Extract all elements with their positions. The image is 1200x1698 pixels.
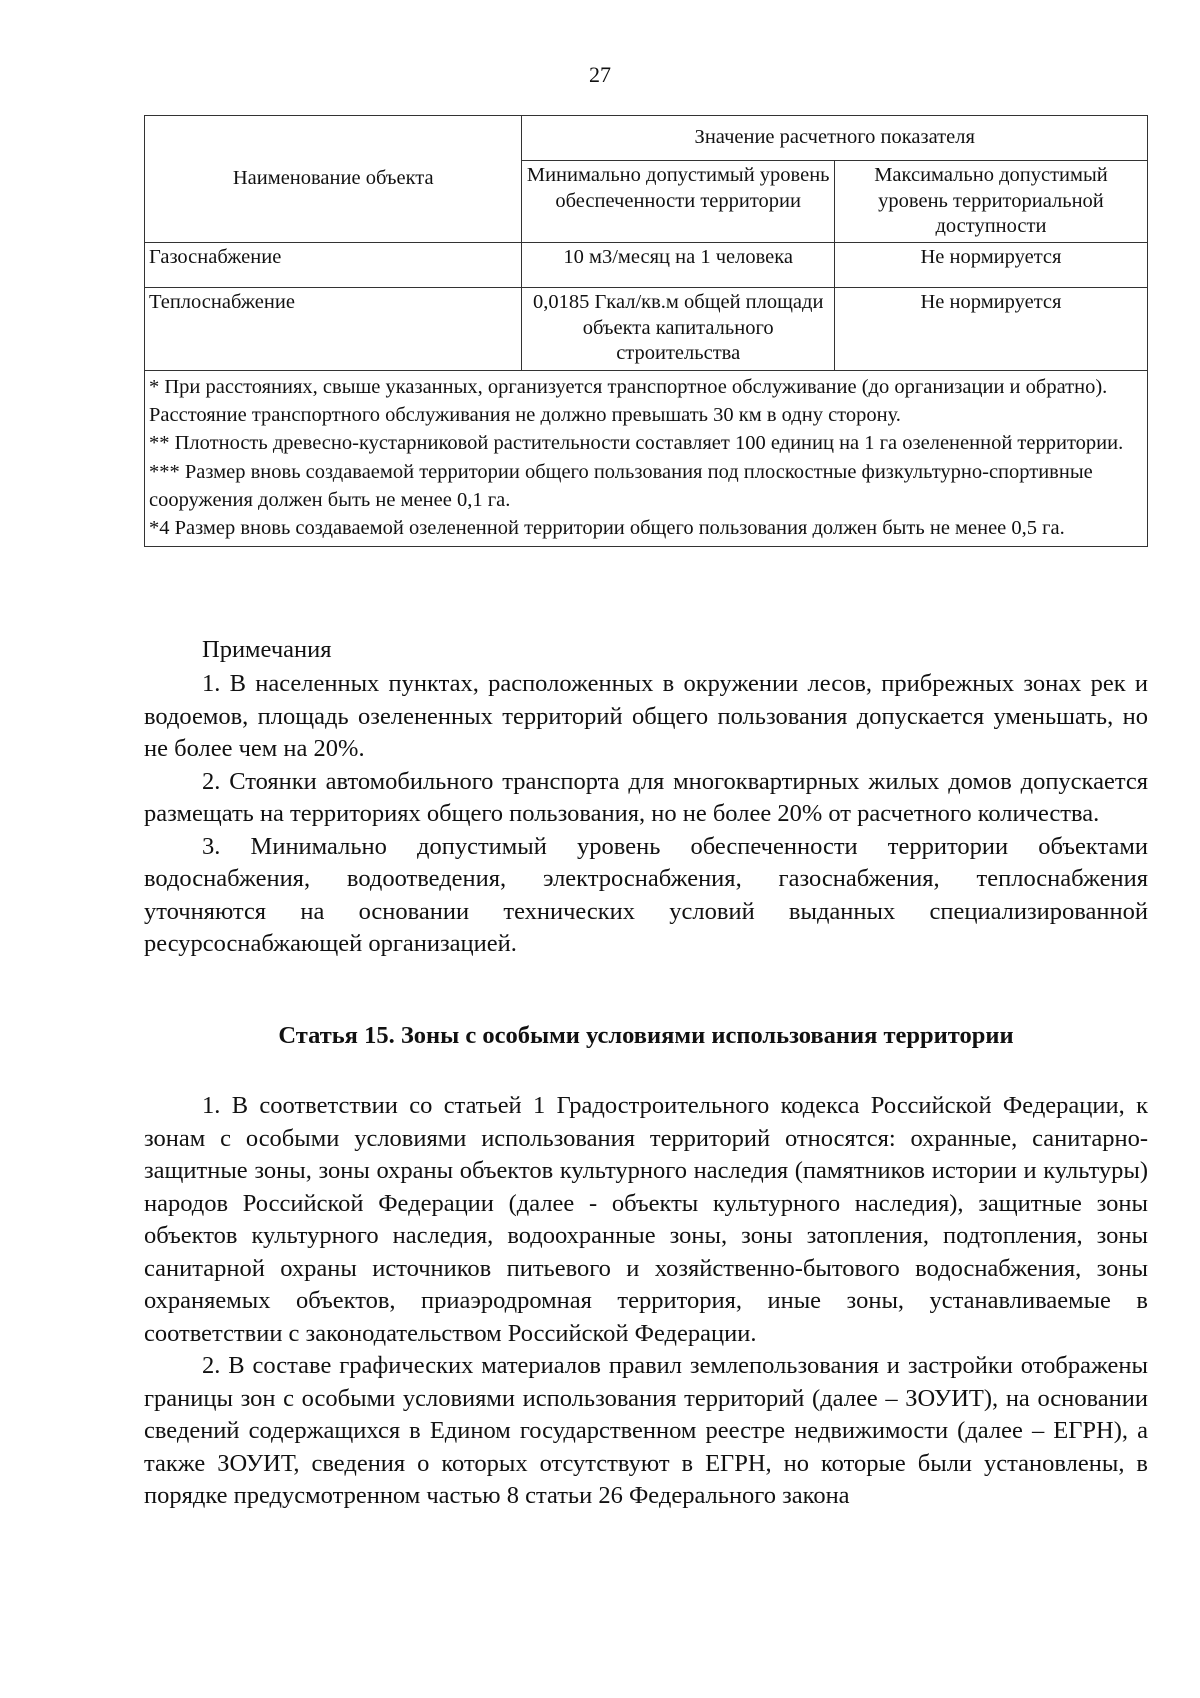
cell-min-value: 0,0185 Гкал/кв.м общей площади объекта капитального строительства (522, 287, 835, 370)
header-min-level: Минимально допустимый уровень обеспеченности территории (522, 161, 835, 243)
table-row (145, 242, 1148, 287)
footnote: *** Размер вновь создаваемой территории общего пользования под плоскостные физкультурно-спортивные сооружения должен быть не менее 0,1 га. (149, 460, 1093, 511)
cell-max-value: Не нормируется (834, 242, 1147, 287)
notes-heading: Примечания (202, 636, 332, 663)
page-number: 27 (589, 62, 611, 87)
article-title: Статья 15. Зоны с особыми условиями использования территории (278, 1022, 1014, 1049)
header-indicator-value: Значение расчетного показателя (522, 116, 1148, 161)
note-paragraph: 2. Стоянки автомобильного транспорта для многоквартирных жилых домов допускается размещать на территориях общего пользования, но не более 20% от расчетного количества. (144, 767, 1148, 827)
article-paragraph: 1. В соответствии со статьей 1 Градостроительного кодекса Российской Федерации, к зонам с особыми условиями использования территорий относятся: охранные, санитарно-защитные зоны, зоны охраны объектов культурного наследия (памятников истории и культуры) народов Российской Федерации (далее - объекты культурного наследия), защитные зоны объектов культурного наследия, водоохранные зоны, зоны затопления, подтопления, зоны санитарной охраны источников питьевого и хозяйственно-бытового водоснабжения, зоны охраняемых объектов, приаэродромная территория, иные зоны, устанавливаемые в соответствии с законодательством Российской Федерации. (144, 1092, 1148, 1347)
notes-list (144, 668, 1148, 961)
cell-min-value: 10 м3/месяц на 1 человека (522, 242, 835, 287)
table-row (145, 287, 1148, 370)
norms-table (144, 115, 1148, 547)
footnote: *4 Размер вновь создаваемой озелененной территории общего пользования должен быть не менее 0,5 га. (149, 517, 1065, 540)
footnote: * При расстояниях, свыше указанных, организуется транспортное обслуживание (до организации и обратно). Расстояние транспортного обслуживания не должно превышать 30 км в одну сторону. (149, 375, 1108, 427)
cell-object-name: Теплоснабжение (145, 287, 522, 370)
table-footnotes (145, 370, 1148, 546)
header-max-level: Максимально допустимый уровень территориальной доступности (834, 161, 1147, 243)
article-body (144, 1090, 1148, 1513)
header-object-name: Наименование объекта (145, 116, 522, 243)
cell-max-value: Не нормируется (834, 287, 1147, 370)
article-paragraph: 2. В составе графических материалов правил землепользования и застройки отображены границы зон с особыми условиями использования территорий (далее – ЗОУИТ), на основании сведений содержащихся в Едином государственном реестре недвижимости (далее – ЕГРН), а также ЗОУИТ, сведения о которых отсутствуют в ЕГРН, но которые были установлены, в порядке предусмотренном частью 8 статьи 26 Федерального закона (144, 1352, 1148, 1509)
cell-object-name: Газоснабжение (145, 242, 522, 287)
note-paragraph: 1. В населенных пунктах, расположенных в окружении лесов, прибрежных зонах рек и водоемов, площадь озелененных территорий общего пользования допускается уменьшать, но не более чем на 20%. (144, 670, 1148, 762)
footnote: ** Плотность древесно-кустарниковой растительности составляет 100 единиц на 1 га озелененной территории. (149, 432, 1124, 455)
note-paragraph: 3. Минимально допустимый уровень обеспеченности территории объектами водоснабжения, водоотведения, электроснабжения, газоснабжения, теплоснабжения уточняются на основании технических условий выданных специализированной ресурсоснабжающей организацией. (144, 832, 1148, 957)
